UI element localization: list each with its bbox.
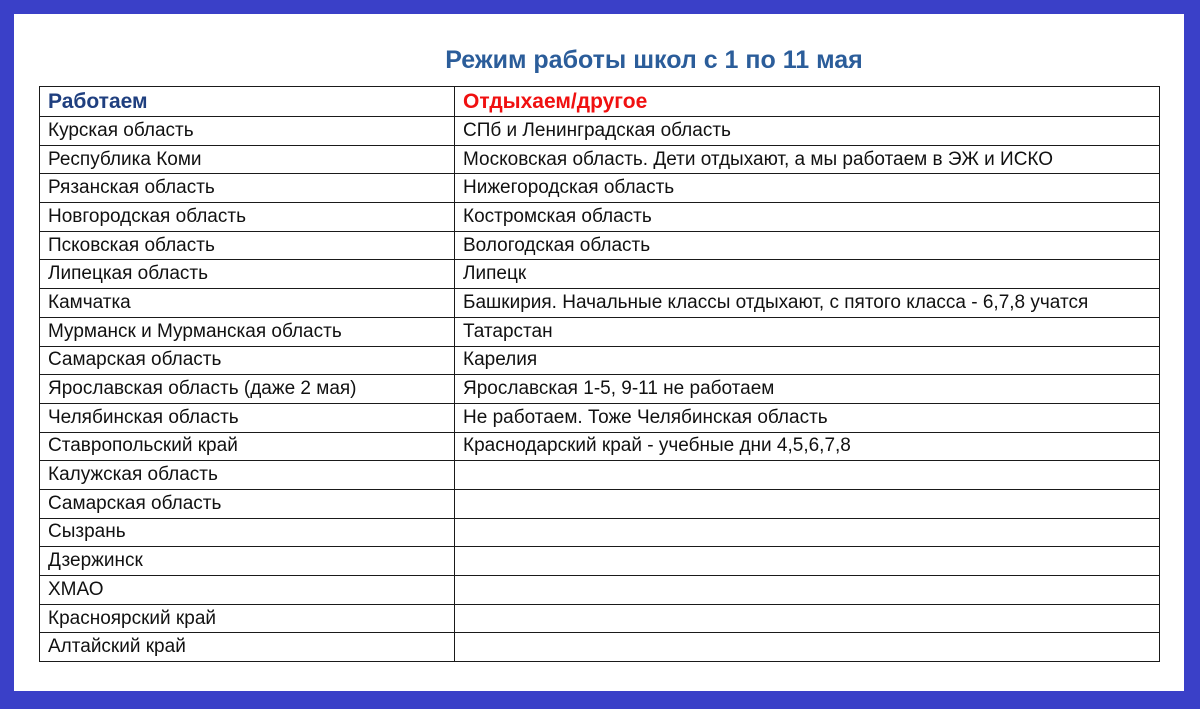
cell-working-region: Дзержинск	[40, 547, 455, 576]
table-row	[40, 461, 1160, 490]
table-header-row	[40, 87, 1160, 117]
cell-other-region: Вологодская область	[455, 231, 1160, 260]
schedule-table	[39, 86, 1160, 662]
cell-other-region: Московская область. Дети отдыхают, а мы работаем в ЭЖ и ИСКО	[455, 145, 1160, 174]
cell-other-region: СПб и Ленинградская область	[455, 117, 1160, 146]
table-row	[40, 289, 1160, 318]
cell-working-region: Алтайский край	[40, 633, 455, 662]
table-row	[40, 117, 1160, 146]
cell-working-region: Сызрань	[40, 518, 455, 547]
cell-working-region: Красноярский край	[40, 604, 455, 633]
table-row	[40, 576, 1160, 605]
table-row	[40, 604, 1160, 633]
cell-working-region: Рязанская область	[40, 174, 455, 203]
cell-working-region: ХМАО	[40, 576, 455, 605]
cell-other-region	[455, 576, 1160, 605]
cell-other-region: Нижегородская область	[455, 174, 1160, 203]
table-row	[40, 145, 1160, 174]
cell-other-region	[455, 547, 1160, 576]
cell-other-region	[455, 518, 1160, 547]
cell-other-region	[455, 604, 1160, 633]
cell-working-region: Новгородская область	[40, 203, 455, 232]
table-row	[40, 231, 1160, 260]
cell-other-region: Ярославская 1-5, 9-11 не работаем	[455, 375, 1160, 404]
table-row	[40, 317, 1160, 346]
header-resting: Отдыхаем/другое	[455, 87, 1160, 117]
cell-other-region: Краснодарский край - учебные дни 4,5,6,7,8	[455, 432, 1160, 461]
header-working: Работаем	[40, 87, 455, 117]
cell-working-region: Ставропольский край	[40, 432, 455, 461]
cell-other-region	[455, 633, 1160, 662]
table-row	[40, 260, 1160, 289]
cell-working-region: Калужская область	[40, 461, 455, 490]
cell-other-region: Татарстан	[455, 317, 1160, 346]
table-row	[40, 375, 1160, 404]
cell-other-region: Костромская область	[455, 203, 1160, 232]
table-row	[40, 203, 1160, 232]
cell-working-region: Мурманск и Мурманская область	[40, 317, 455, 346]
cell-working-region: Челябинская область	[40, 403, 455, 432]
page-title: Режим работы школ с 1 по 11 мая	[445, 46, 863, 74]
cell-working-region: Псковская область	[40, 231, 455, 260]
table-row	[40, 432, 1160, 461]
table-row	[40, 489, 1160, 518]
slide	[14, 14, 1184, 691]
cell-working-region: Липецкая область	[40, 260, 455, 289]
cell-working-region: Ярославская область (даже 2 мая)	[40, 375, 455, 404]
cell-other-region	[455, 489, 1160, 518]
cell-working-region: Самарская область	[40, 489, 455, 518]
cell-working-region: Камчатка	[40, 289, 455, 318]
table-row	[40, 547, 1160, 576]
cell-working-region: Республика Коми	[40, 145, 455, 174]
table-row	[40, 633, 1160, 662]
cell-other-region	[455, 461, 1160, 490]
cell-working-region: Курская область	[40, 117, 455, 146]
cell-other-region: Липецк	[455, 260, 1160, 289]
table-row	[40, 403, 1160, 432]
cell-other-region: Не работаем. Тоже Челябинская область	[455, 403, 1160, 432]
cell-other-region: Карелия	[455, 346, 1160, 375]
cell-other-region: Башкирия. Начальные классы отдыхают, с пятого класса - 6,7,8 учатся	[455, 289, 1160, 318]
table-row	[40, 346, 1160, 375]
table-row	[40, 174, 1160, 203]
table-row	[40, 518, 1160, 547]
cell-working-region: Самарская область	[40, 346, 455, 375]
